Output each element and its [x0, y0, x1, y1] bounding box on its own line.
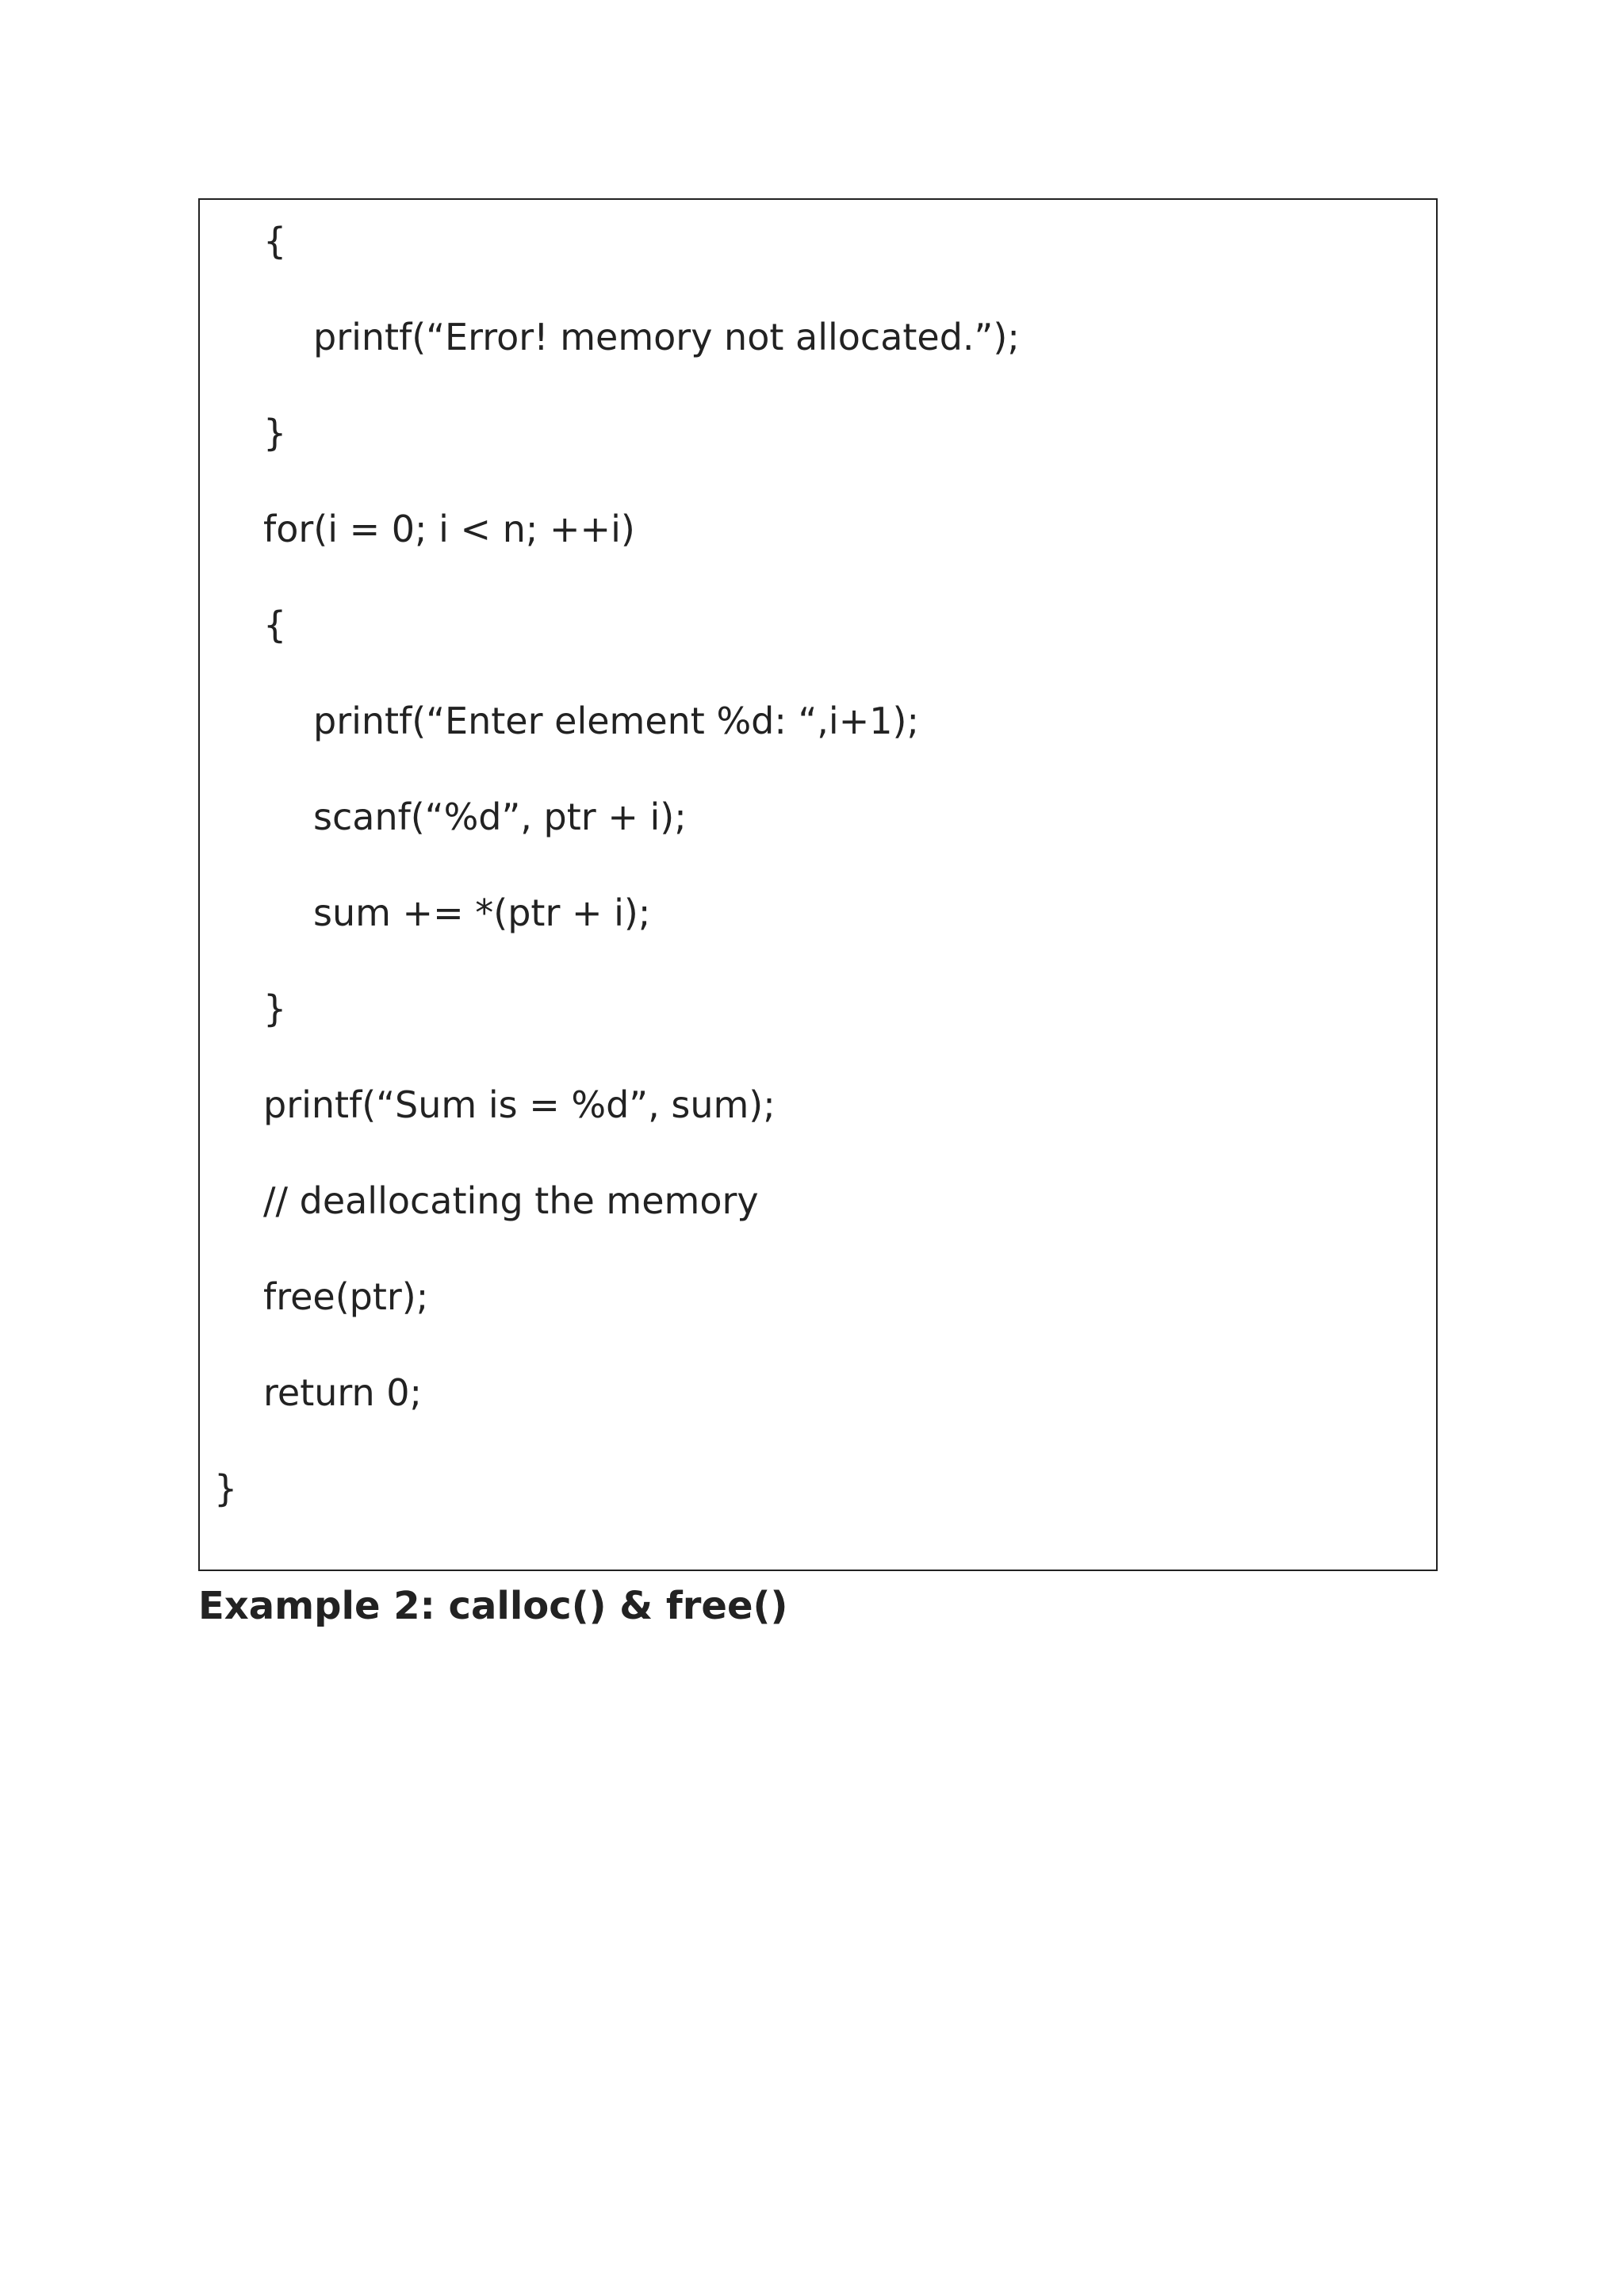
code-line-scanf: scanf(“%d”, ptr + i);	[313, 795, 687, 838]
code-line-printf-sum: printf(“Sum is = %d”, sum);	[263, 1083, 776, 1126]
code-line-close-brace: }	[263, 987, 287, 1030]
example-caption: Example 2: calloc() & free()	[198, 1584, 788, 1628]
code-line-for-loop: for(i = 0; i < n; ++i)	[263, 508, 635, 550]
code-line-open-brace: {	[263, 220, 287, 263]
code-line-printf-enter: printf(“Enter element %d: “,i+1);	[313, 700, 919, 742]
code-line-final-brace: }	[214, 1467, 238, 1510]
code-line-return: return 0;	[263, 1371, 423, 1414]
code-line-comment: // deallocating the memory	[263, 1179, 759, 1222]
code-line-open-brace: {	[263, 604, 287, 646]
code-line-sum: sum += *(ptr + i);	[313, 891, 651, 934]
code-line-free: free(ptr);	[263, 1275, 429, 1318]
code-line-close-brace: }	[263, 412, 287, 454]
code-line-printf-error: printf(“Error! memory not allocated.”);	[313, 316, 1020, 358]
code-block	[198, 198, 1438, 1571]
